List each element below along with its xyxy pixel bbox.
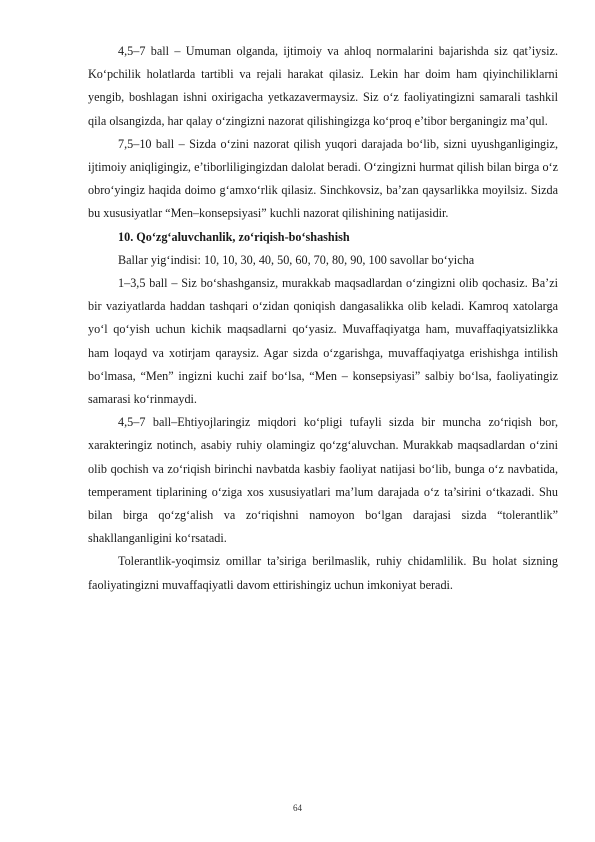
paragraph-score-7-10-self-control: 7,5–10 ball – Sizda o‘zini nazorat qilish yuqori darajada bo‘lib, sizni uyushganligingiz, ijtimoiy aniqligingiz, e’tiborliligingizdan dalolat beradi. O‘zingizni hurmat qilish bilan birga o‘z obro‘yingiz haqida doimo g‘amxo‘rlik qilasiz. Sinchkovsiz, ba’zan qaysarlikka moyilsiz. Sizda bu xususiyatlar “Men–konsepsiyasi” kuchli nazorat qilishining natijasidir. bbox=[88, 136, 558, 221]
paragraph-score-1-3-excitability: 1–3,5 ball – Siz bo‘shashgansiz, murakkab maqsadlardan o‘zingizni olib qochasiz. Ba’zi bir vaziyatlarda haddan tashqari o‘zidan qoniqish dangasalikka olib keladi. Kamroq xatolarga yo‘l qo‘yish uchun kichik maqsadlarni qo‘yasiz. Muvaffaqiyatga ham, muvaffaqiyatsizlikka ham loqayd va xotirjam qaraysiz. Agar sizda o‘zgarishga, muvaffaqiyatga erishishga intilish bo‘lmasa, “Men” ingizni kuchi zaif bo‘lsa, “Men – konsepsiyasi” salbiy bo‘lsa, faoliyatingiz samarasi ko‘rinmaydi. bbox=[88, 276, 558, 407]
paragraph-tolerance-definition: Tolerantlik-yoqimsiz omillar ta’siriga berilmaslik, ruhiy chidamlilik. Bu holat sizning faoliyatingizni muvaffaqiyatli davom ettirishingiz uchun imkoniyat beradi. bbox=[88, 554, 558, 592]
section-heading-excitability: 10. Qo‘zg‘aluvchanlik, zo‘riqish-bo‘shashish bbox=[118, 229, 350, 244]
paragraph-score-4-7-excitability: 4,5–7 ball–Ehtiyojlaringiz miqdori ko‘pligi tufayli sizda bir muncha zo‘riqish bor, xarakteringiz notinch, asabiy ruhiy olamingiz qo‘zg‘aluvchan. Murakkab maqsadlardan o‘zini olib qochish va zo‘riqish birinchi navbatda kasbiy faoliyat natijasi bo‘lib, bunga o‘z navbatida, temperament tiplarining o‘ziga xos xususiyatlari ma’lum darajada o‘z ta’sirini o‘tkazadi. Shu bilan birga qo‘zg‘alish va zo‘riqishni namoyon bo‘lgan darajasi sizda “tolerantlik” shakllanganligini ko‘rsatadi. bbox=[88, 415, 558, 546]
paragraph-score-4-7-self-control: 4,5–7 ball – Umuman olganda, ijtimoiy va ahloq normalarini bajarishda siz qat’iysiz. Ko‘pchilik holatlarda tartibli va rejali harakat qilasiz. Lekin har doim ham qiyinchiliklarni yengib, boshlagan ishni oxirigacha yetkazavermaysiz. Siz o‘z faoliyatingizni samarali tashkil qila olsangizda, har qalay o‘zingizni nazorat qilishingizga ko‘proq e’tibor berganingiz ma’qul. bbox=[88, 44, 558, 128]
document-page bbox=[88, 40, 558, 597]
page-number: 64 bbox=[293, 803, 302, 813]
paragraph-score-sum-questions: Ballar yig‘indisi: 10, 10, 30, 40, 50, 60, 70, 80, 90, 100 savollar bo‘yicha bbox=[118, 252, 475, 267]
